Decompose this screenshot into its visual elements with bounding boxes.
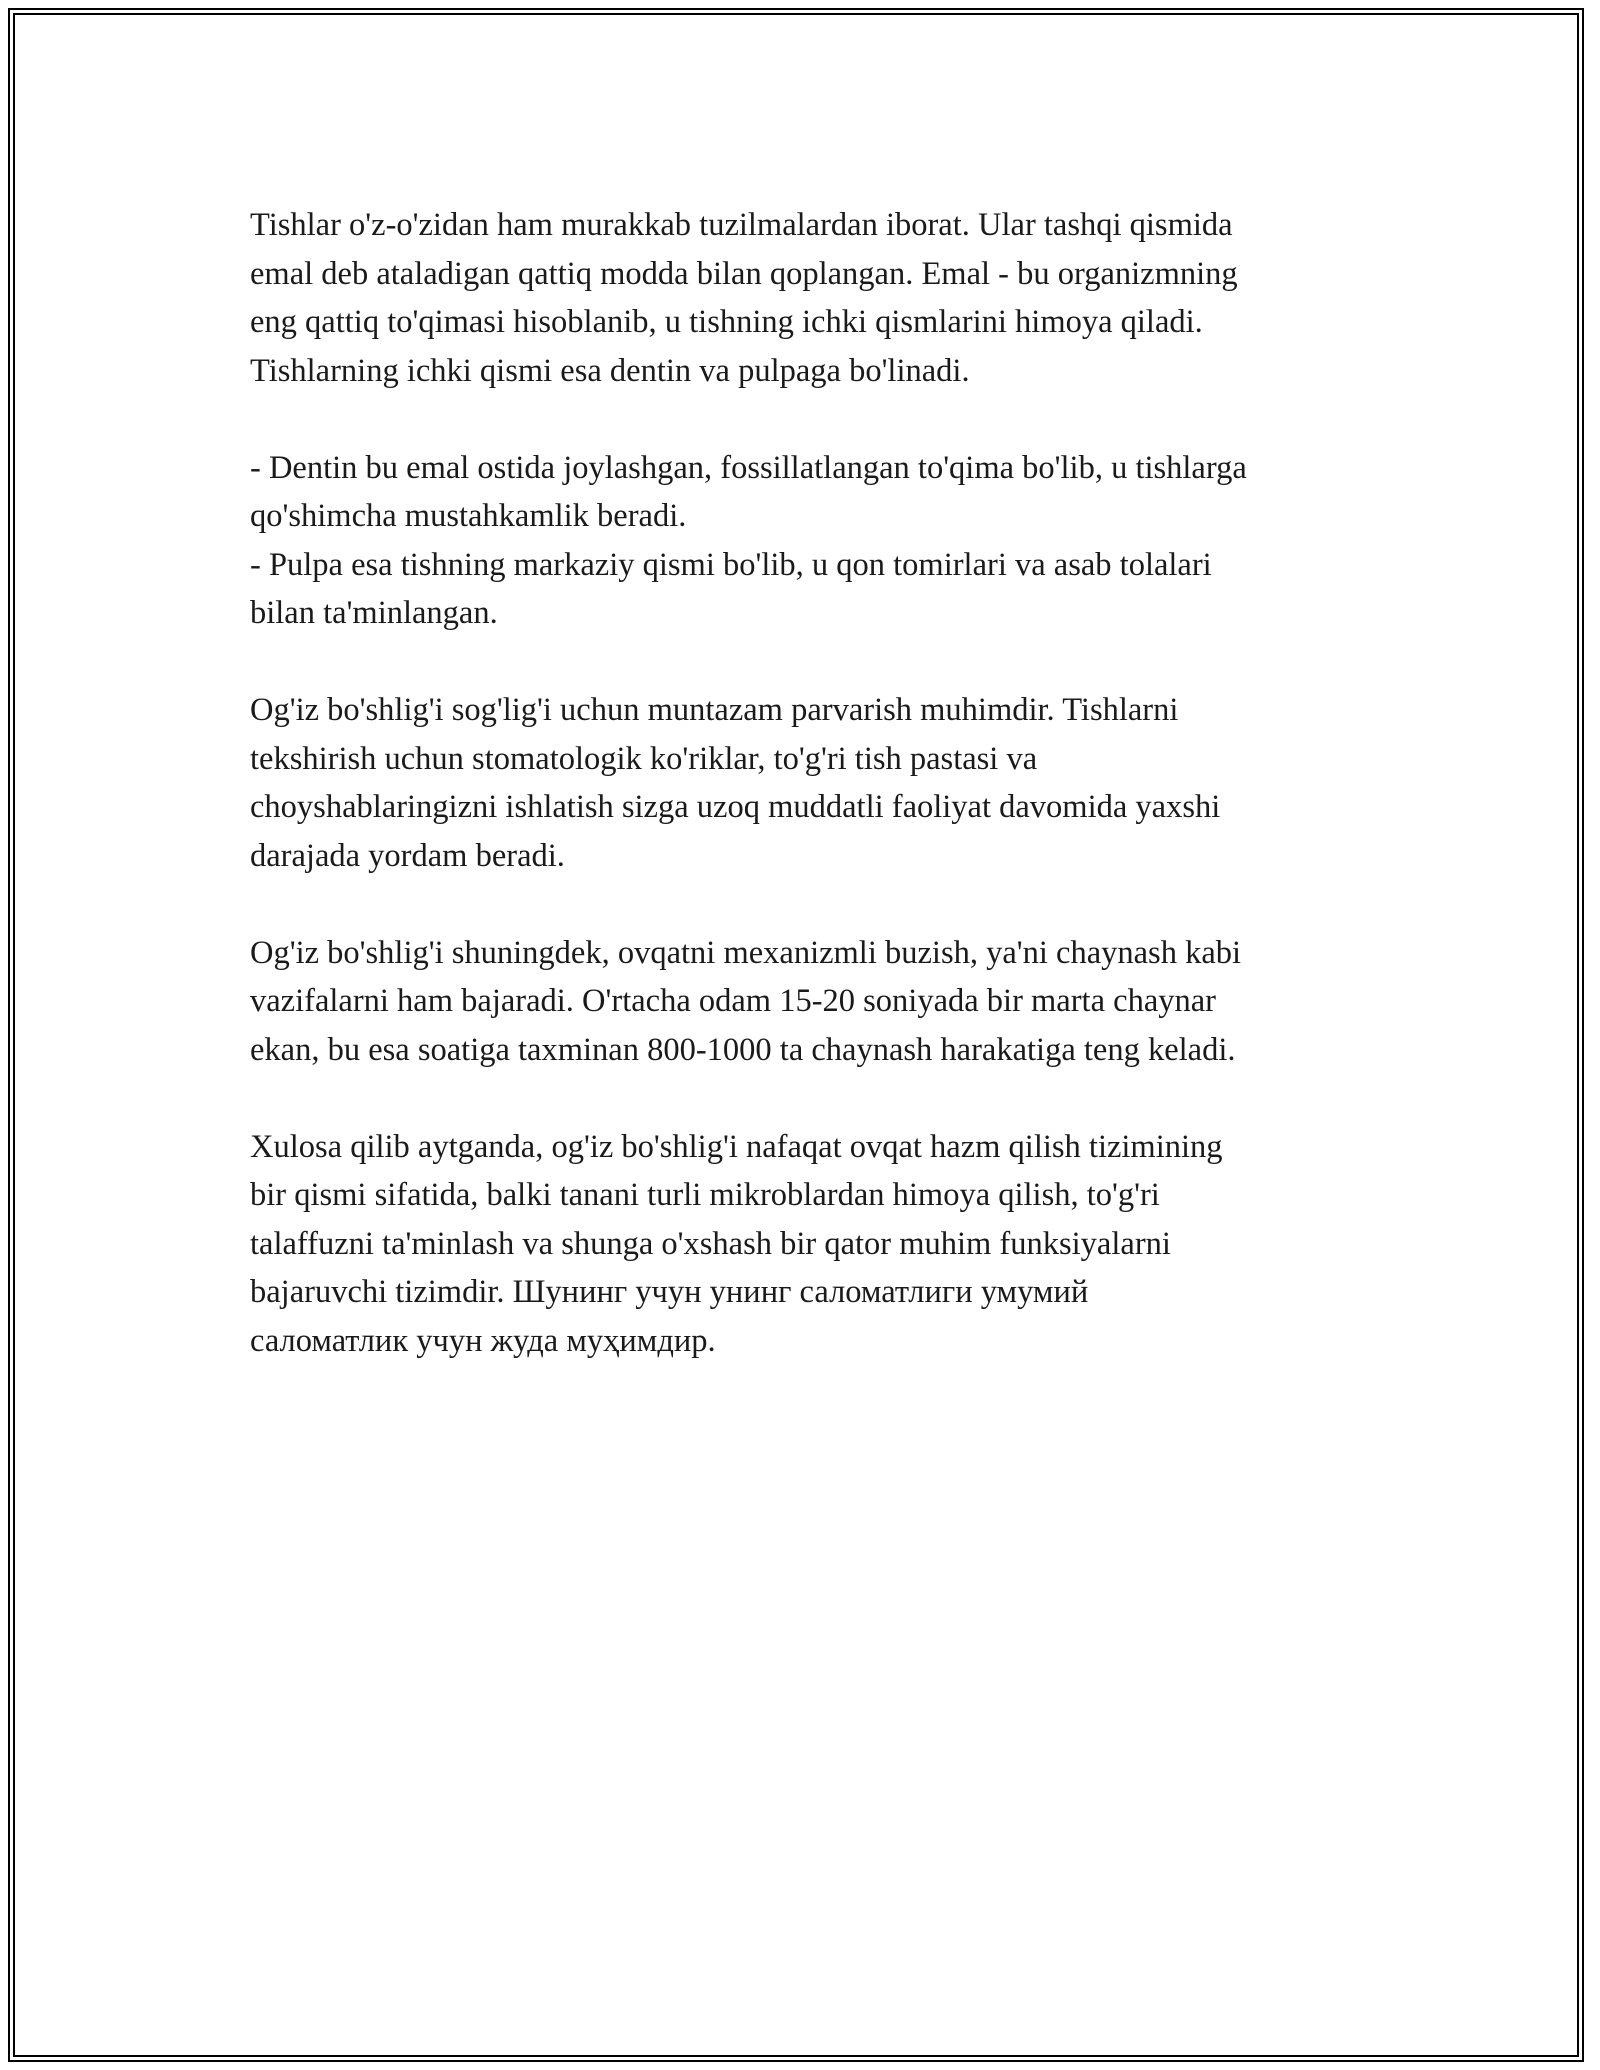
text-line: emal deb ataladigan qattiq modda bilan qoplangan. Emal - bu organizmning bbox=[250, 255, 1238, 292]
text-line: Og'iz bo'shlig'i shuningdek, ovqatni mexanizmli buzish, ya'ni chaynash kabi bbox=[250, 934, 1242, 971]
paragraph-conclusion bbox=[250, 1123, 1390, 1366]
text-line: bir qismi sifatida, balki tanani turli mikroblardan himoya qilish, to'g'ri bbox=[250, 1177, 1160, 1213]
text-line: саломатлик учун жуда муҳимдир. bbox=[250, 1322, 716, 1359]
text-line: - Pulpa esa tishning markaziy qismi bo'lib, u qon tomirlari va asab tolalari bbox=[250, 546, 1212, 583]
paragraph-spacer bbox=[250, 880, 1390, 929]
paragraph-dentin-pulpa bbox=[250, 444, 1390, 638]
text-line: tekshirish uchun stomatologik ko'riklar, to'g'ri tish pastasi va bbox=[250, 740, 1038, 777]
document-body bbox=[250, 201, 1390, 1365]
text-line: Xulosa qilib aytganda, og'iz bo'shlig'i nafaqat ovqat hazm qilish tizimining bbox=[250, 1128, 1223, 1165]
text-line: vazifalarni ham bajaradi. O'rtacha odam 15-20 soniyada bir marta chaynar bbox=[250, 983, 1216, 1019]
text-line: Og'iz bo'shlig'i sog'lig'i uchun muntazam parvarish muhimdir. Tishlarni bbox=[250, 692, 1179, 728]
text-line: bilan ta'minlangan. bbox=[250, 595, 498, 631]
text-line: ekan, bu esa soatiga taxminan 800-1000 ta chaynash harakatiga teng keladi. bbox=[250, 1031, 1236, 1068]
text-line: choyshablaringizni ishlatish sizga uzoq muddatli faoliyat davomida yaxshi bbox=[250, 789, 1221, 825]
text-line: Tishlar o'z-o'zidan ham murakkab tuzilmalardan iborat. Ular tashqi qismida bbox=[250, 207, 1233, 243]
text-line: eng qattiq to'qimasi hisoblanib, u tishning ichki qismlarini himoya qiladi. bbox=[250, 304, 1203, 340]
paragraph-spacer bbox=[250, 1074, 1390, 1123]
page-border bbox=[8, 8, 1584, 2062]
paragraph-chewing bbox=[250, 929, 1390, 1075]
text-line: darajada yordam beradi. bbox=[250, 837, 565, 874]
text-line: qo'shimcha mustahkamlik beradi. bbox=[250, 498, 687, 534]
paragraph-oral-care bbox=[250, 686, 1390, 880]
text-line: Tishlarning ichki qismi esa dentin va pulpaga bo'linadi. bbox=[250, 352, 970, 389]
paragraph-spacer bbox=[250, 395, 1390, 444]
text-line: talaffuzni ta'minlash va shunga o'xshash bir qator muhim funksiyalarni bbox=[250, 1225, 1171, 1262]
paragraph-enamel bbox=[250, 201, 1390, 395]
text-line: - Dentin bu emal ostida joylashgan, fossillatlangan to'qima bo'lib, u tishlarga bbox=[250, 449, 1247, 486]
text-line: bajaruvchi tizimdir. Шунинг учун унинг саломатлиги умумий bbox=[250, 1274, 1089, 1310]
paragraph-spacer bbox=[250, 638, 1390, 687]
